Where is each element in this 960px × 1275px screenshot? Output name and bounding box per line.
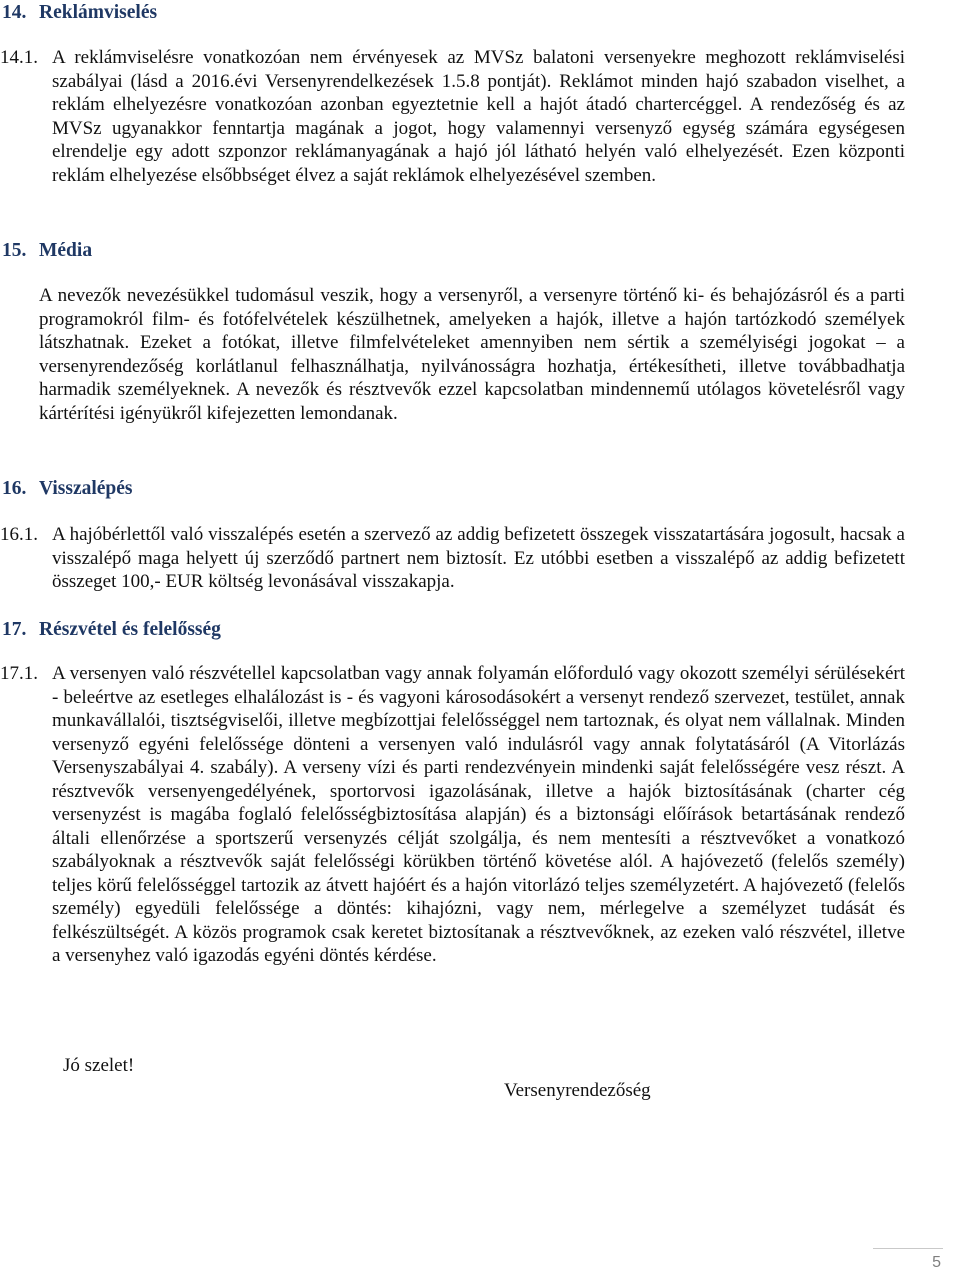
section-15-heading xyxy=(2,239,92,263)
section-14-heading xyxy=(2,1,157,25)
paragraph-number: 14.1. xyxy=(0,47,38,68)
section-title: Visszalépés xyxy=(39,478,133,499)
closing-greeting: Jó szelet! xyxy=(63,1055,135,1076)
section-number: 14. xyxy=(2,2,27,23)
section-16-heading xyxy=(2,477,133,501)
section-number: 15. xyxy=(2,240,27,261)
section-title: Média xyxy=(39,240,93,261)
paragraph-text: A versenyen való részvétellel kapcsolatban vagy annak folyamán előforduló vagy okozott személyi sérülésekért - beleértve az esetleges elhalálozást is - és vagyoni károsodásokért a versenyt rendező szervezet, testület, annak munkavállalói, tisztségviselői, illetve megbízottjai felelősséggel nem tartoznak, és olyat nem vállalnak. Minden versenyző egyéni felelőssége dönteni a versenyen való indulásról vagy annak folytatásáról (A Vitorlázás Versenyszabályai 4. szabály). A verseny vízi és parti rendezvényein mindenki saját felelősségére vesz részt. A résztvevők versenyengedélyének, sportorvosi igazolásának, illetve a hajók biztosításának (charter cég versenyzést is magába foglaló felelősségbiztosítása alapján) és a biztonsági előírások betartásának rendező általi ellenőrzése a sportszerű versenyzés célját szolgálja, és nem mentesíti a résztvevőket a vonatkozó szabályoknak a résztvevők saját felelősségi körükben történő követése alól. A hajóvezető (felelős személy) teljes körű felelősséggel tartozik az átvett hajóért és a hajón vitorlázó teljes személyzetért. A hajóvezető (felelős személy) egyedüli felelőssége a döntés: kihajózni, vagy nem, mérlegelve a személyzet tudását és felkészültségét. A közös programok csak keretet biztosítanak a résztvevőknek, az ezeken való részvétel, illetve a versenyhez való igazodás egyéni döntés kérdése. xyxy=(52,663,905,966)
paragraph-number: 17.1. xyxy=(0,663,38,684)
section-title: Részvétel és felelősség xyxy=(39,619,221,640)
closing-signature: Versenyrendezőség xyxy=(504,1080,651,1101)
section-title: Reklámviselés xyxy=(39,2,158,23)
paragraph-text: A reklámviselésre vonatkozóan nem érvényesek az MVSz balatoni versenyekre meghozott reklámviselési szabályai (lásd a 2016.évi Versenyrendelkezések 1.5.8 pontját). Reklámot minden hajó szabadon viselhet, a reklám elhelyezésre vonatkozóan azonban egyeztetnie kell a hajót átadó chartercéggel. A rendezőség és az MVSz ugyanakkor fenntartja magának a jogot, hogy valamennyi versenyző egység számára egységesen elrendelje egy adott szponzor reklámanyagának a hajó jól látható helyén való elhelyezését. Ezen központi reklám elhelyezése elsőbbséget élvez a saját reklámok elhelyezésével szemben. xyxy=(52,47,905,186)
page-number: 5 xyxy=(932,1254,941,1271)
paragraph-15 xyxy=(39,284,905,425)
paragraph-text: A hajóbérlettől való visszalépés esetén a szervező az addig befizetett összegek visszatartására jogosult, hacsak a visszalépő maga helyett új szerződő partnert nem biztosít. Ez utóbbi esetben a visszalépő az addig befizetett összeget 100,- EUR költség levonásával visszakapja. xyxy=(52,524,905,592)
paragraph-17-1 xyxy=(0,662,905,968)
paragraph-16-1 xyxy=(0,523,905,594)
paragraph-14-1 xyxy=(0,46,905,187)
paragraph-number: 16.1. xyxy=(0,524,38,545)
section-number: 17. xyxy=(2,619,27,640)
paragraph-text: A nevezők nevezésükkel tudomásul veszik, hogy a versenyről, a versenyre történő ki- és behajózásról és a parti programokról film- és fotófelvételek készülhetnek, amelyeken a hajók, illetve a hajón tartózkodó személyek látszhatnak. Ezeket a fotókat, illetve filmfelvételeket amennyiben nem sértik a személyiségi jogokat – a versenyrendezőség korlátlanul felhasználhatja, nyilvánosságra hozhatja, értékesítheti, illetve továbbadhatja harmadik személyeknek. A nevezők és résztvevők ezzel kapcsolatban mindennemű utólagos követelésről vagy kártérítési igényükről kifejezetten lemondanak. xyxy=(39,285,905,424)
section-17-heading xyxy=(2,618,221,642)
footer-divider xyxy=(873,1248,943,1249)
section-number: 16. xyxy=(2,478,27,499)
